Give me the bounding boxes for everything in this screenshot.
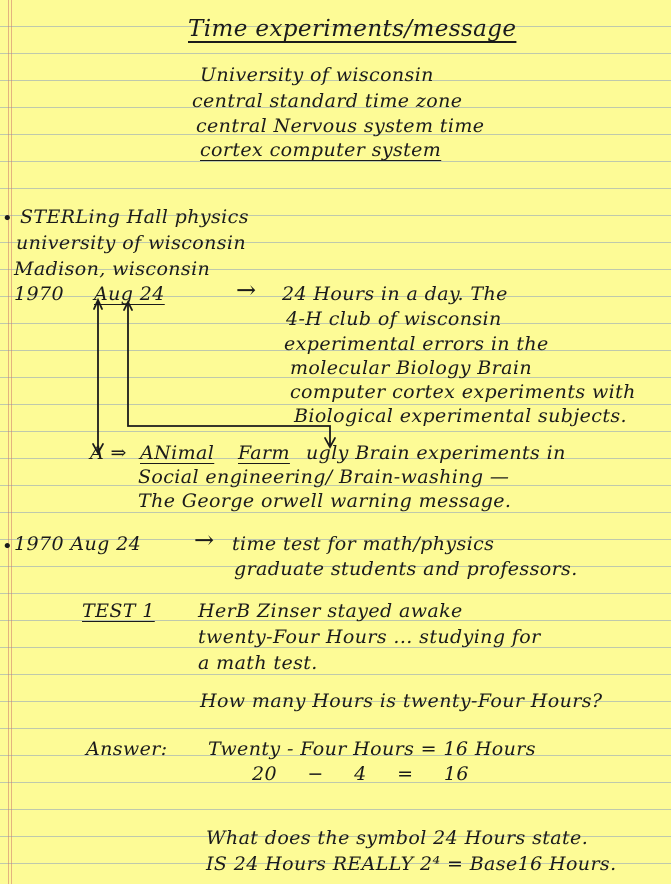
entry1-line: 4-H club of wisconsin [286, 308, 502, 330]
annotation-farm: Farm [238, 442, 290, 464]
entry2-date: 1970 Aug 24 [14, 533, 142, 555]
location-line: university of wisconsin [16, 232, 247, 254]
header-line: University of wisconsin [200, 64, 434, 86]
annotation-line: The George orwell warning message. [138, 490, 512, 512]
closing-line: IS 24 Hours REALLY 2⁴ = Base16 Hours. [206, 853, 617, 875]
entry1-line: 24 Hours in a day. The [282, 283, 508, 305]
test-question: How many Hours is twenty-Four Hours? [200, 690, 603, 712]
location-line: STERLing Hall physics [20, 206, 249, 228]
closing-line: What does the symbol 24 Hours state. [206, 827, 589, 849]
entry1-year: 1970 [14, 283, 64, 305]
arrow-to-ugly-line [128, 304, 330, 446]
test-line: twenty-Four Hours ... studying for [198, 626, 541, 648]
entry2-line: graduate students and professors. [234, 558, 578, 580]
answer-label: Answer: [86, 738, 168, 760]
header-line: central Nervous system time [196, 115, 485, 137]
arrow-right-icon: → [236, 276, 257, 304]
entry1-line: Biological experimental subjects. [294, 405, 627, 427]
annotation-animal: ANimal [140, 442, 215, 464]
annotation-line: Social engineering/ Brain-washing — [138, 466, 510, 488]
test-line: HerB Zinser stayed awake [198, 600, 463, 622]
bullet: • [2, 208, 13, 229]
header-line: central standard time zone [192, 90, 463, 112]
entry1-line: computer cortex experiments with [290, 381, 636, 403]
annotation-marker: A ⇒ [90, 442, 127, 464]
entry1-date: Aug 24 [94, 283, 165, 305]
answer-line: Twenty - Four Hours = 16 Hours [208, 738, 536, 760]
test-label: TEST 1 [82, 600, 155, 622]
annotation-line: ugly Brain experiments in [306, 442, 566, 464]
test-line: a math test. [198, 652, 318, 674]
location-line: Madison, wisconsin [14, 258, 211, 280]
bullet: • [2, 536, 13, 557]
entry2-line: time test for math/physics [232, 533, 495, 555]
page-title: Time experiments/message [188, 16, 517, 42]
arrow-right-icon: → [194, 526, 215, 554]
entry1-line: molecular Biology Brain [290, 357, 532, 379]
header-line: cortex computer system [200, 139, 442, 161]
answer-line: 20 − 4 = 16 [252, 763, 469, 785]
entry1-line: experimental errors in the [284, 333, 549, 355]
